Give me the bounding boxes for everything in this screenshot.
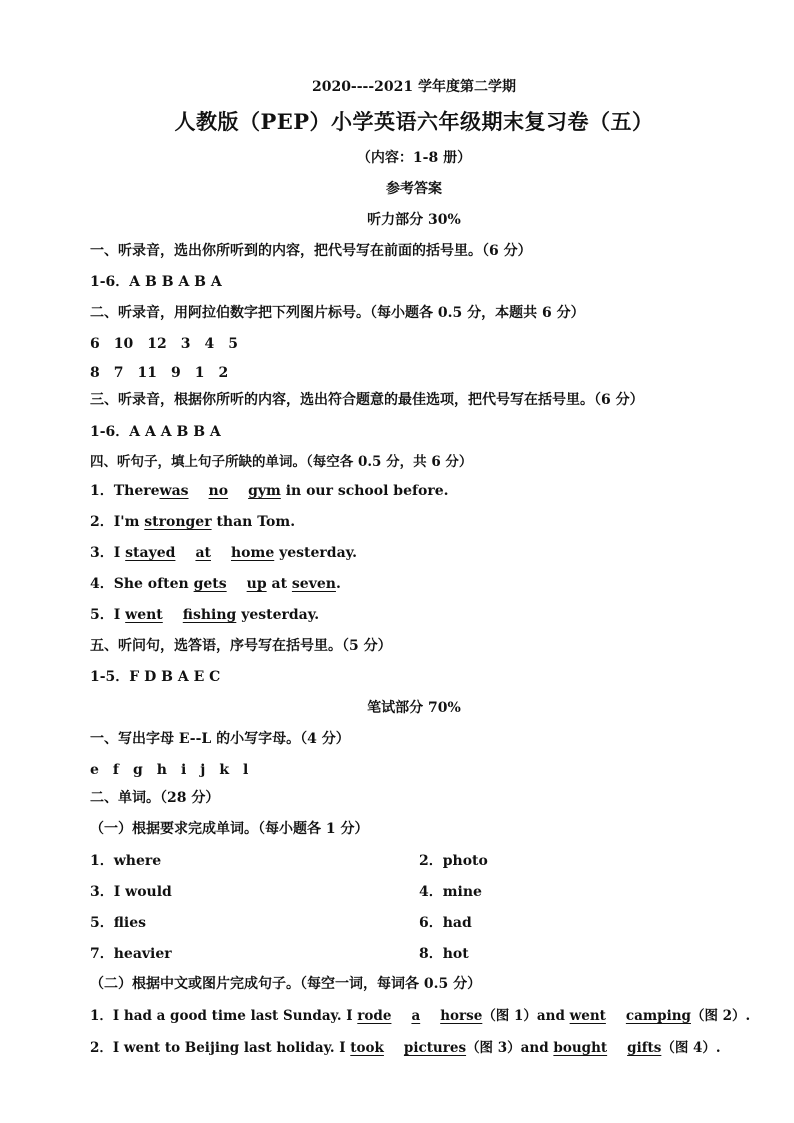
word-answer: 5．flies [90, 915, 147, 931]
picture-number-row-1 [90, 335, 252, 353]
fill-sentence-5: 5．I went fishing yesterday. [90, 607, 320, 623]
letter: i [180, 762, 187, 778]
answer-key-label: 参考答案 [386, 181, 442, 197]
lowercase-letters [90, 761, 262, 779]
fill-sentence-1: 1．Therewas no gym in our school before. [90, 483, 449, 499]
word-row-2 [90, 883, 710, 901]
picture-number: 6 [90, 336, 100, 352]
fill-sentence-4: 4．She often gets up at seven. [90, 576, 341, 592]
answer-word: fishing [182, 607, 237, 623]
answer-word: bought [553, 1040, 608, 1056]
listening-section-3-answer: 1-6．A A A B B A [90, 424, 221, 440]
written-subsection-a-heading: （一）根据要求完成单词。（每小题各 1 分） [90, 821, 369, 837]
answer-word: pictures [403, 1040, 467, 1056]
letter: k [219, 762, 230, 778]
word-answer: 4．mine [419, 884, 482, 900]
listening-section-1-answer: 1-6．A B B A B A [90, 274, 222, 290]
picture-number: 9 [170, 365, 181, 381]
answer-word: took [350, 1040, 384, 1056]
fill-sentence-3: 3．I stayed at home yesterday. [90, 545, 358, 561]
picture-number: 4 [204, 336, 215, 352]
word-answer: 1．where [90, 853, 162, 869]
picture-number: 10 [113, 336, 134, 352]
word-answer: 8．hot [419, 946, 469, 962]
listening-section-5-heading: 五、听问句，选答语，序号写在括号里。（5 分） [90, 638, 392, 654]
listening-section-5-answer: 1-5．F D B A E C [90, 669, 221, 685]
answer-word: went [125, 607, 163, 623]
fill-sentence-2: 2．I'm stronger than Tom. [90, 514, 296, 530]
picture-number: 5 [228, 336, 238, 352]
answer-word: rode [357, 1008, 392, 1024]
content-range: （内容：1-8 册） [356, 150, 472, 166]
letter: l [243, 762, 249, 778]
school-year: 2020----2021 学年度第二学期 [311, 79, 517, 95]
picture-number: 7 [113, 365, 124, 381]
written-part-title: 笔试部分 70% [367, 700, 461, 716]
picture-number: 2 [218, 365, 229, 381]
listening-part-title: 听力部分 30% [367, 212, 461, 228]
word-answer: 3．I would [90, 884, 172, 900]
word-row-3 [90, 914, 710, 932]
written-section-2-heading: 二、单词。（28 分） [90, 790, 220, 806]
answer-word: seven [291, 576, 336, 592]
picture-number-row-2 [90, 364, 242, 382]
letter: j [200, 762, 206, 778]
letter: h [156, 762, 167, 778]
answer-word: stronger [144, 514, 212, 530]
answer-word: went [569, 1008, 606, 1024]
picture-sentence-2: 2．I went to Beijing last holiday. I took pictures（图 3）and bought gifts（图 4）. [90, 1040, 721, 1056]
letter: f [112, 762, 119, 778]
word-answer: 2．photo [419, 853, 488, 869]
listening-section-3-heading: 三、听录音，根据你所听的内容，选出符合题意的最佳选项，把代号写在括号里。（6 分） [90, 392, 644, 408]
answer-word: up [246, 576, 267, 592]
answer-word: horse [440, 1008, 483, 1024]
answer-word: gym [248, 483, 281, 499]
picture-number: 3 [180, 336, 191, 352]
picture-number: 11 [137, 365, 157, 381]
listening-section-1-heading: 一、听录音，选出你所听到的内容，把代号写在前面的括号里。（6 分） [90, 243, 532, 259]
word-answer: 7．heavier [90, 946, 172, 962]
answer-word: gets [193, 576, 227, 592]
listening-section-4-heading: 四、听句子，填上句子所缺的单词。（每空各 0.5 分，共 6 分） [90, 454, 473, 470]
written-section-1-heading: 一、写出字母 E--L 的小写字母。（4 分） [90, 731, 350, 747]
word-answer: 6．had [419, 915, 472, 931]
word-row-4 [90, 945, 710, 963]
word-row-1 [90, 852, 710, 870]
listening-section-2-heading: 二、听录音，用阿拉伯数字把下列图片标号。（每小题各 0.5 分，本题共 6 分） [90, 305, 585, 321]
page-title: 人教版（PEP）小学英语六年级期末复习卷（五） [174, 109, 654, 134]
written-subsection-b-heading: （二）根据中文或图片完成句子。（每空一词，每词各 0.5 分） [90, 976, 482, 992]
answer-word: home [230, 545, 275, 561]
answer-word: stayed [125, 545, 176, 561]
letter: g [132, 762, 143, 778]
picture-number: 12 [147, 336, 167, 352]
picture-sentence-1: 1．I had a good time last Sunday. I rode a horse（图 1）and went camping（图 2）. [90, 1008, 751, 1024]
answer-word: gifts [627, 1040, 662, 1056]
answer-word: a [411, 1008, 421, 1024]
picture-number: 8 [90, 365, 100, 381]
picture-number: 1 [194, 365, 205, 381]
answer-word: was [159, 483, 189, 499]
letter: e [90, 762, 99, 778]
answer-word: camping [625, 1008, 691, 1024]
answer-word: at [195, 545, 211, 561]
answer-word: no [208, 483, 229, 499]
